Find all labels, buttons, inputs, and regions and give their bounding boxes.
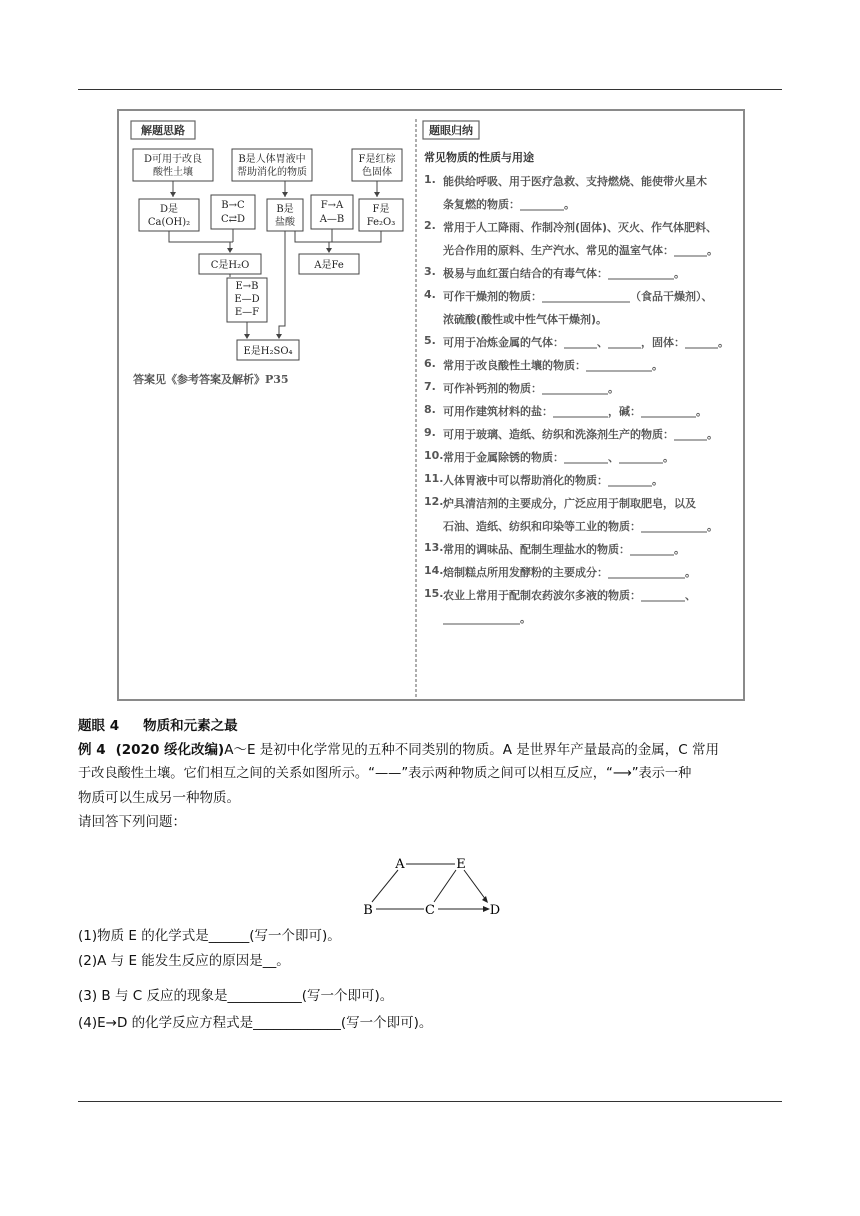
f-clue-line1: F是红棕 xyxy=(358,154,396,165)
d-result-line2: Ca(OH)₂ xyxy=(147,217,191,228)
example-label: 例 4 xyxy=(78,742,106,758)
right-title: 题眼归纳 xyxy=(429,124,473,137)
summary-item-number: 2. xyxy=(424,219,436,232)
b-result-line2: 盐酸 xyxy=(275,217,295,228)
e-relation-2: E—D xyxy=(234,294,260,305)
summary-item-text: 石油、造纸、纺织和印染等工业的物质：____________。 xyxy=(443,520,718,533)
summary-item-number: 15. xyxy=(424,587,444,600)
summary-item-number: 11. xyxy=(424,472,444,485)
summary-item-number: 5. xyxy=(424,334,436,347)
left-title: 解题思路 xyxy=(141,124,185,137)
example-text-3: 物质可以生成另一种物质。 xyxy=(78,790,240,806)
example-line-1 xyxy=(78,738,719,762)
relation-diagram xyxy=(350,848,510,918)
summary-item-text: 极易与血红蛋白结合的有毒气体：____________。 xyxy=(443,267,685,280)
b-clue-line1: B是人体胃液中 xyxy=(238,154,306,165)
node-b: B xyxy=(363,903,373,918)
a-result: A是Fe xyxy=(314,260,344,271)
summary-item-number: 7. xyxy=(424,380,436,393)
summary-item-text: 常用于金属除锈的物质：________、________。 xyxy=(443,451,674,464)
f-clue-line2: 色固体 xyxy=(362,167,392,178)
question-1: (1)物质 E 的化学式是______(写一个即可)。 xyxy=(78,928,341,944)
summary-item-number: 4. xyxy=(424,288,436,301)
summary-item-number: 13. xyxy=(424,541,444,554)
summary-item-number: 10. xyxy=(424,449,444,462)
summary-item-number: 8. xyxy=(424,403,436,416)
example-source: (2020 绥化改编) xyxy=(115,742,225,758)
bc-relation-line1: B→C xyxy=(221,200,245,211)
b-result-line1: B是 xyxy=(276,204,294,215)
summary-item-number: 1. xyxy=(424,173,436,186)
summary-item-text: 浓硫酸(酸性或中性气体干燥剂)。 xyxy=(443,313,608,326)
summary-item-text: 农业上常用于配制农药波尔多液的物质：________、 xyxy=(443,589,696,602)
summary-item-text: 能供给呼吸、用于医疗急救、支持燃烧、能使带火星木 xyxy=(443,175,707,188)
bc-relation-line2: C⇄D xyxy=(220,214,246,225)
top-rule xyxy=(78,89,782,90)
example-prompt: 请回答下列问题： xyxy=(78,814,186,830)
summary-item-text: ______________。 xyxy=(443,612,531,625)
d-clue-line2: 酸性土壤 xyxy=(153,167,193,178)
example-text-2: 于改良酸性土壤。它们相互之间的关系如图所示。“——”表示两种物质之间可以相互反应，“⟶”表示一种 xyxy=(78,766,692,781)
question-4: (4)E→D 的化学反应方程式是_____________(写一个即可)。 xyxy=(78,1015,433,1031)
c-result: C是H₂O xyxy=(210,260,250,271)
summary-item-number: 6. xyxy=(424,357,436,370)
example-text-1: A～E 是初中化学常见的五种不同类别的物质。A 是世界年产量最高的金属，C 常用 xyxy=(224,742,720,758)
summary-item-text: 可作干燥剂的物质：________________（食品干燥剂）、 xyxy=(443,290,713,303)
analysis-panel xyxy=(117,109,745,701)
question-2: (2)A 与 E 能发生反应的原因是__。 xyxy=(78,953,290,969)
summary-item-text: 常用于改良酸性土壤的物质：____________。 xyxy=(443,359,663,372)
summary-item-text: 焙制糕点所用发酵粉的主要成分：______________。 xyxy=(443,566,696,579)
f-result-line1: F是 xyxy=(372,204,390,215)
fa-relation-line1: F→A xyxy=(320,200,344,211)
summary-item-text: 可用作建筑材料的盐：__________，碱：__________。 xyxy=(443,405,707,418)
node-c: C xyxy=(425,903,435,918)
section-label: 题眼 4 xyxy=(78,718,120,734)
summary-item-text: 人体胃液中可以帮助消化的物质：________。 xyxy=(443,474,663,487)
summary-item-number: 9. xyxy=(424,426,436,439)
f-result-line2: Fe₂O₃ xyxy=(366,217,396,228)
summary-item-number: 3. xyxy=(424,265,436,278)
summary-item-number: 14. xyxy=(424,564,444,577)
e-result: E是H₂SO₄ xyxy=(243,346,293,357)
node-e: E xyxy=(456,857,466,872)
summary-item-number: 12. xyxy=(424,495,444,508)
fa-relation-line2: A—B xyxy=(319,214,345,225)
summary-item-text: 炉具清洁剂的主要成分，广泛应用于制取肥皂，以及 xyxy=(443,497,696,510)
summary-item-text: 光合作用的原料、生产汽水、常见的温室气体：______。 xyxy=(443,244,718,257)
node-a: A xyxy=(395,857,405,872)
summary-item-text: 常用于人工降雨、作制冷剂(固体)、灭火、作气体肥料、 xyxy=(443,221,718,234)
node-d: D xyxy=(489,903,501,918)
answer-note: 答案见《参考答案及解析》P35 xyxy=(133,373,289,386)
summary-item-text: 可作补钙剂的物质：____________。 xyxy=(443,382,619,395)
arrow-e-to-d-head xyxy=(482,896,488,903)
b-clue-line2: 帮助消化的物质 xyxy=(237,167,307,178)
e-relation-1: E→B xyxy=(235,281,259,292)
summary-item-text: 条复燃的物质：________。 xyxy=(443,198,575,211)
summary-item-text: 可用于玻璃、造纸、纺织和洗涤剂生产的物质：______。 xyxy=(443,428,718,441)
d-clue-line1: D可用于改良 xyxy=(143,154,203,165)
summary-item-text: 可用于冶炼金属的气体：______、______，固体：______。 xyxy=(443,336,729,349)
section-title: 物质和元素之最 xyxy=(143,718,238,734)
section-heading xyxy=(78,714,238,738)
summary-heading: 常见物质的性质与用途 xyxy=(424,151,534,164)
e-relation-3: E—F xyxy=(234,307,260,318)
question-3: (3) B 与 C 反应的现象是___________(写一个即可)。 xyxy=(78,988,394,1004)
summary-item-text: 常用的调味品、配制生理盐水的物质：________。 xyxy=(443,543,685,556)
bottom-rule xyxy=(78,1101,782,1102)
d-result-line1: D是 xyxy=(159,204,179,215)
